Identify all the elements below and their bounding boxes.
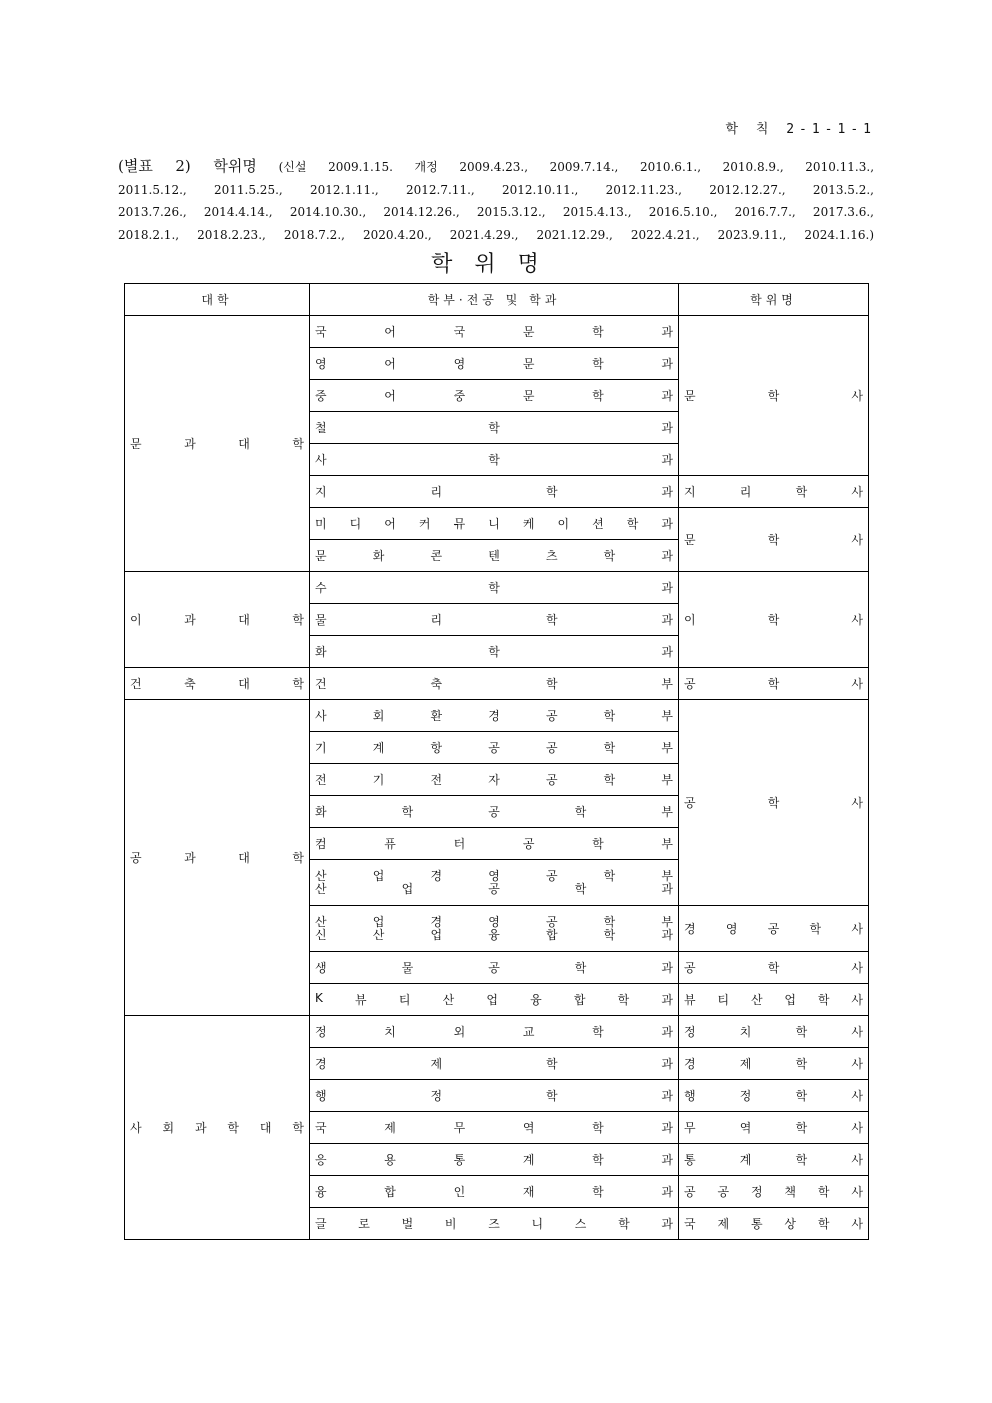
- degree-cell: 문 학 사: [679, 508, 869, 572]
- degree-cell: 통 계 학 사: [679, 1144, 869, 1176]
- history-line-4: 2018.2.1., 2018.2.23., 2018.7.2., 2020.4.20., 2021.4.29., 2021.12.29., 2022.4.21., 2023.9.11., 2024.1.16.): [118, 227, 874, 242]
- department-cell: 융 합 인 재 학 과: [310, 1176, 679, 1208]
- department-cell: K 뷰 티 산 업 융 합 학 과: [310, 984, 679, 1016]
- table-header-row: [125, 284, 869, 316]
- department-cell: 수 학 과: [310, 572, 679, 604]
- department-line: 산 업 경 영 공 학 부: [315, 914, 673, 929]
- history-line-1: [118, 155, 874, 179]
- department-cell: 화 학 공 학 부: [310, 796, 679, 828]
- department-cell: 영 어 영 문 학 과: [310, 348, 679, 380]
- department-cell: 사 학 과: [310, 444, 679, 476]
- department-cell: 전 기 전 자 공 학 부: [310, 764, 679, 796]
- department-cell: 사 회 환 경 공 학 부: [310, 700, 679, 732]
- table-row: [125, 700, 869, 732]
- degree-table: [124, 283, 869, 1240]
- header-department: 학부·전공 및 학과: [310, 284, 679, 316]
- department-cell: [310, 860, 679, 906]
- department-cell: 응 용 통 계 학 과: [310, 1144, 679, 1176]
- department-cell: 화 학 과: [310, 636, 679, 668]
- college-cell: 문 과 대 학: [125, 316, 310, 572]
- college-cell: 사 회 과 학 대 학: [125, 1016, 310, 1240]
- department-cell: 컴 퓨 터 공 학 부: [310, 828, 679, 860]
- department-cell: 정 치 외 교 학 과: [310, 1016, 679, 1048]
- table-row: [125, 572, 869, 604]
- history-text-1: (신설 2009.1.15. 개정 2009.4.23., 2009.7.14., 2010.6.1., 2010.8.9., 2010.11.3.,: [278, 160, 875, 174]
- degree-cell: 공 학 사: [679, 668, 869, 700]
- department-cell: 건 축 학 부: [310, 668, 679, 700]
- department-cell: 물 리 학 과: [310, 604, 679, 636]
- college-cell: 공 과 대 학: [125, 700, 310, 1016]
- department-line: 산 업 경 영 공 학 부: [315, 868, 673, 883]
- degree-cell: 이 학 사: [679, 572, 869, 668]
- document-number: 학 칙 2-1-1-1: [725, 122, 876, 137]
- degree-cell: 행 정 학 사: [679, 1080, 869, 1112]
- department-cell: 철 학 과: [310, 412, 679, 444]
- department-cell: 지 리 학 과: [310, 476, 679, 508]
- revision-history: [118, 155, 874, 246]
- degree-cell: 경 영 공 학 사: [679, 906, 869, 952]
- college-cell: 이 과 대 학: [125, 572, 310, 668]
- degree-cell: 문 학 사: [679, 316, 869, 476]
- degree-cell: 국 제 통 상 학 사: [679, 1208, 869, 1240]
- history-line-3: 2013.7.26., 2014.4.14., 2014.10.30., 2014.12.26., 2015.3.12., 2015.4.13., 2016.5.10., 2016.7.7., 2017.3.6.,: [118, 205, 874, 219]
- degree-cell: 경 제 학 사: [679, 1048, 869, 1080]
- table-row: [125, 316, 869, 348]
- department-cell: 국 어 국 문 학 과: [310, 316, 679, 348]
- table-row: [125, 668, 869, 700]
- department-line: 산 업 공 학 과: [315, 881, 673, 896]
- department-cell: 행 정 학 과: [310, 1080, 679, 1112]
- history-line-2: 2011.5.12., 2011.5.25., 2012.1.11., 2012.7.11., 2012.10.11., 2012.11.23., 2012.12.27., 2013.5.2.,: [118, 182, 874, 197]
- degree-cell: 공 공 정 책 학 사: [679, 1176, 869, 1208]
- department-cell: 국 제 무 역 학 과: [310, 1112, 679, 1144]
- department-cell: 생 물 공 학 과: [310, 952, 679, 984]
- department-cell: 중 어 중 문 학 과: [310, 380, 679, 412]
- degree-cell: 지 리 학 사: [679, 476, 869, 508]
- department-line: 신 산 업 융 합 학 과: [315, 927, 673, 942]
- department-cell: 문 화 콘 텐 츠 학 과: [310, 540, 679, 572]
- degree-cell: 무 역 학 사: [679, 1112, 869, 1144]
- table-row: [125, 1016, 869, 1048]
- degree-cell: 뷰 티 산 업 학 사: [679, 984, 869, 1016]
- degree-cell: 공 학 사: [679, 700, 869, 906]
- header-college: 대학: [125, 284, 310, 316]
- department-cell: 글 로 벌 비 즈 니 스 학 과: [310, 1208, 679, 1240]
- college-cell: 건 축 대 학: [125, 668, 310, 700]
- history-label: (별표 2) 학위명: [118, 157, 257, 175]
- department-cell: 경 제 학 과: [310, 1048, 679, 1080]
- header-degree: 학위명: [679, 284, 869, 316]
- department-cell: 미 디 어 커 뮤 니 케 이 션 학 과: [310, 508, 679, 540]
- degree-cell: 공 학 사: [679, 952, 869, 984]
- degree-cell: 정 치 학 사: [679, 1016, 869, 1048]
- page-title: 학위명: [431, 252, 561, 277]
- department-cell: 기 계 항 공 공 학 부: [310, 732, 679, 764]
- department-cell: [310, 906, 679, 952]
